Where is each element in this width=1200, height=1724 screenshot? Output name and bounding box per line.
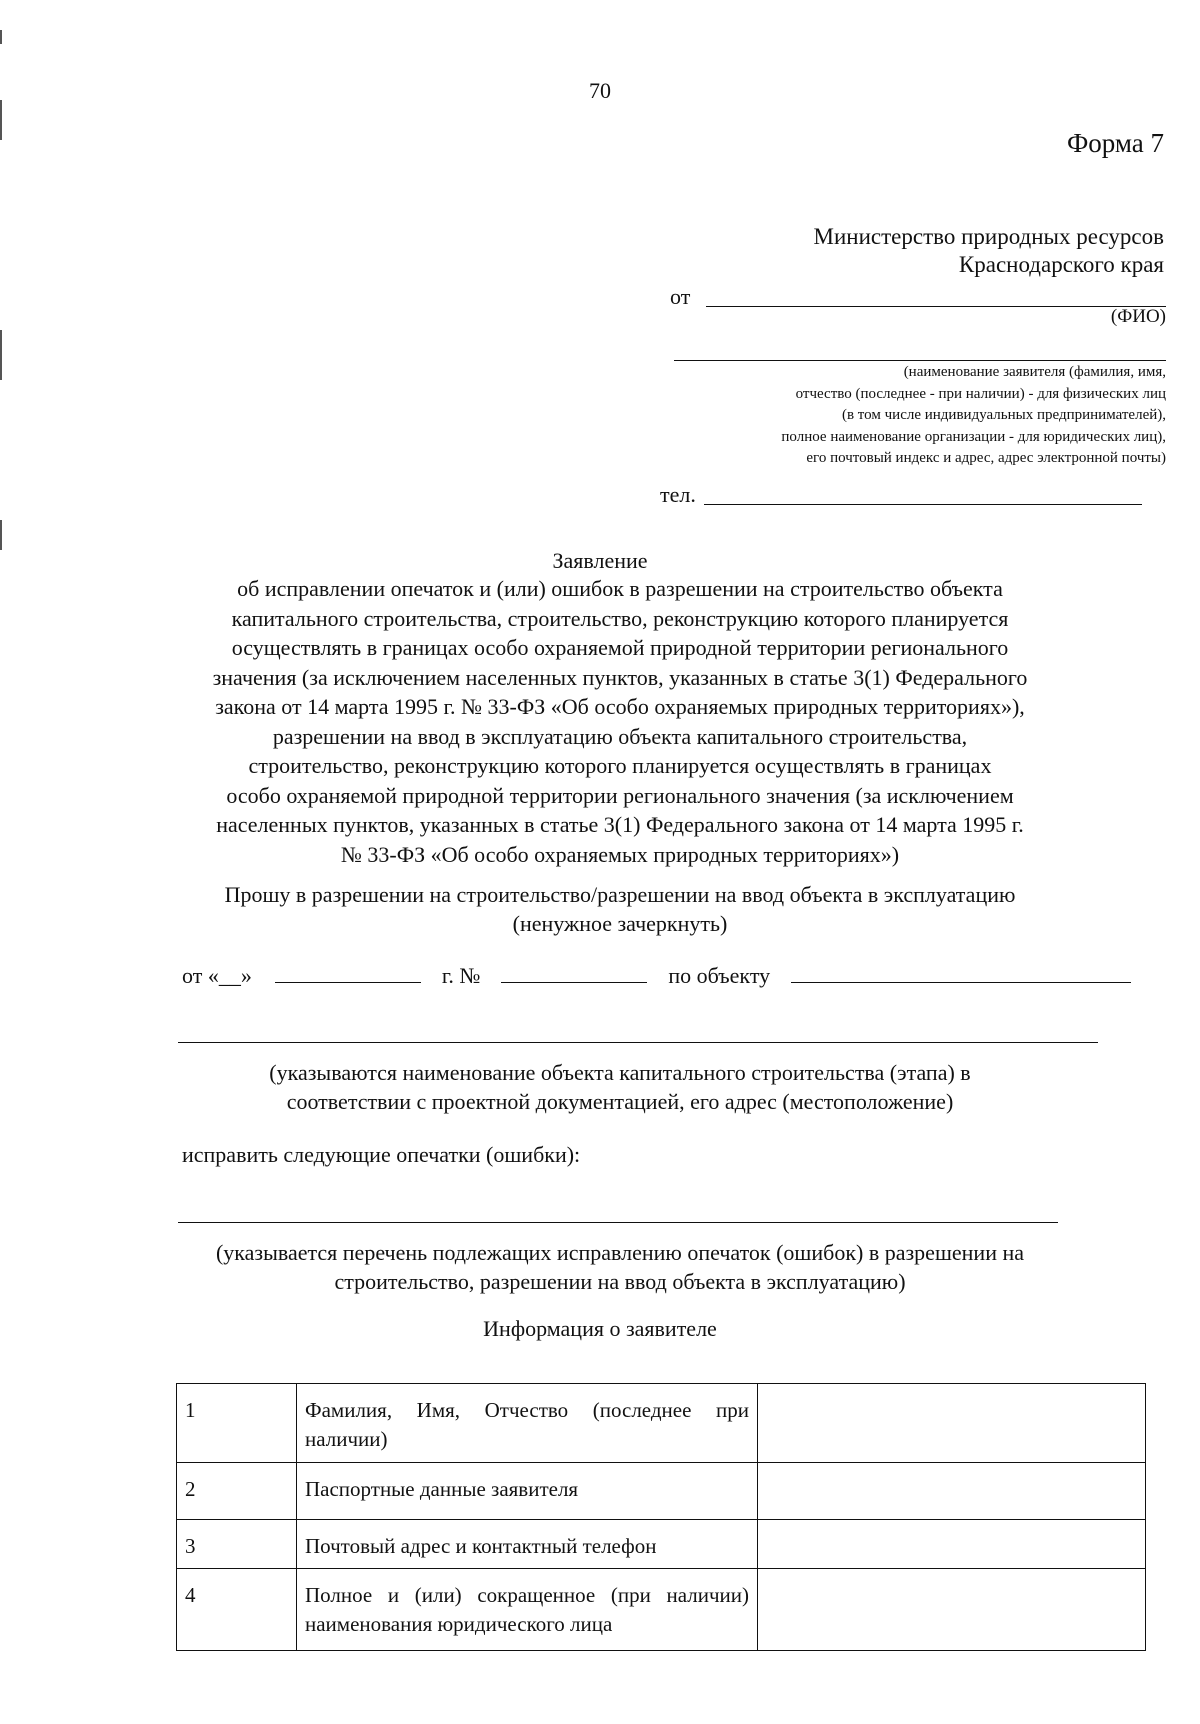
row-number: 4 <box>177 1569 297 1651</box>
row-label: Паспортные данные заявителя <box>297 1463 758 1520</box>
row-number: 2 <box>177 1463 297 1520</box>
phone-label: тел. <box>660 482 696 507</box>
row-number: 1 <box>177 1384 297 1463</box>
table-row <box>177 1520 1146 1569</box>
row-label: Фамилия, Имя, Отчество (последнее при наличии) <box>297 1384 758 1463</box>
scan-mark <box>0 330 2 380</box>
row-value-cell[interactable] <box>758 1463 1146 1520</box>
subject-line: № 33-ФЗ «Об особо охраняемых природных территориях») <box>340 841 900 867</box>
subject-line: осуществлять в границах особо охраняемой природной территории регионального <box>231 635 1009 660</box>
hint-line: полное наименование организации - для юридических лиц), <box>781 428 1166 445</box>
row-label: Полное и (или) сокращенное (при наличии) наименования юридического лица <box>297 1569 758 1651</box>
subject-line: населенных пунктов, указанных в статье 3(1) Федерального закона от 14 марта 1995 г. <box>216 812 1024 837</box>
object-caption <box>120 1058 1120 1116</box>
hint-line: (в том числе индивидуальных предпринимателей), <box>841 407 1166 423</box>
subject-line: закона от 14 марта 1995 г. № 33-ФЗ «Об особо охраняемых природных территориях»), <box>215 694 1025 719</box>
row-value-cell[interactable] <box>758 1384 1146 1463</box>
document-title: Заявление <box>552 548 648 573</box>
applicant-name-fill-line[interactable] <box>674 360 1166 361</box>
caption-line: соответствии с проектной документацией, его адрес (местоположение) <box>286 1089 954 1114</box>
applicant-info-title: Информация о заявителе <box>483 1316 717 1341</box>
date-prefix: от «__» <box>182 963 252 988</box>
row-number: 3 <box>177 1520 297 1569</box>
object-fill-line[interactable] <box>791 962 1131 983</box>
permit-details-row <box>182 962 1102 989</box>
subject-line: об исправлении опечаток и (или) ошибок в разрешении на строительство объекта <box>237 576 1003 601</box>
row-value-cell[interactable] <box>758 1569 1146 1651</box>
subject-line: строительство, реконструкцию которого планируется осуществлять в границах <box>248 753 992 778</box>
subject-line: особо охраняемой природной территории регионального значения (за исключением <box>226 782 1014 808</box>
fio-caption: (ФИО) <box>1110 306 1166 327</box>
applicant-hint <box>606 362 1166 470</box>
scan-mark <box>0 520 2 550</box>
recipient-line-2: Краснодарского края <box>958 252 1164 277</box>
table-row <box>177 1384 1146 1463</box>
hint-line: его почтовый индекс и адрес, адрес электронной почты) <box>806 450 1166 466</box>
subject-line: значения (за исключением населенных пунктов, указанных в статье 3(1) Федерального <box>212 664 1028 690</box>
errors-caption <box>120 1238 1120 1296</box>
table-row <box>177 1463 1146 1520</box>
from-label: от <box>670 284 691 309</box>
recipient-line-1: Министерство природных ресурсов <box>813 224 1164 249</box>
permit-number-fill-line[interactable] <box>501 962 647 983</box>
fix-errors-label: исправить следующие опечатки (ошибки): <box>182 1142 581 1167</box>
scan-mark <box>0 100 2 140</box>
hint-line: отчество (последнее - при наличии) - для физических лиц <box>795 385 1166 402</box>
caption-line: (указывается перечень подлежащих исправлению опечаток (ошибок) в разрешении на <box>215 1240 1025 1265</box>
request-note: (ненужное зачеркнуть) <box>512 911 728 936</box>
object-label: по объекту <box>668 963 771 988</box>
caption-line: строительство, разрешении на ввод объекта в эксплуатацию) <box>334 1269 906 1294</box>
hint-line: (наименование заявителя (фамилия, имя, <box>903 364 1166 380</box>
object-name-fill-line[interactable] <box>178 1042 1098 1043</box>
page-number: 70 <box>589 78 611 103</box>
request-text <box>120 880 1120 938</box>
permit-number-label: г. № <box>441 963 481 988</box>
document-subject <box>140 574 1100 869</box>
caption-line: (указываются наименование объекта капитального строительства (этапа) в <box>269 1060 971 1085</box>
errors-fill-line[interactable] <box>178 1222 1058 1223</box>
subject-line: капитального строительства, строительство, реконструкцию которого планируется <box>231 605 1009 631</box>
subject-line: разрешении на ввод в эксплуатацию объекта капитального строительства, <box>272 723 968 749</box>
date-fill-line[interactable] <box>275 962 421 983</box>
applicant-info-table <box>176 1383 1146 1651</box>
scan-mark <box>0 30 2 44</box>
form-label: Форма 7 <box>1066 128 1164 158</box>
row-value-cell[interactable] <box>758 1520 1146 1569</box>
request-line: Прошу в разрешении на строительство/разрешении на ввод объекта в эксплуатацию <box>224 882 1016 907</box>
fio-fill-line[interactable] <box>706 306 1166 307</box>
table-row <box>177 1569 1146 1651</box>
phone-fill-line[interactable] <box>704 504 1142 505</box>
row-label: Почтовый адрес и контактный телефон <box>297 1520 758 1569</box>
